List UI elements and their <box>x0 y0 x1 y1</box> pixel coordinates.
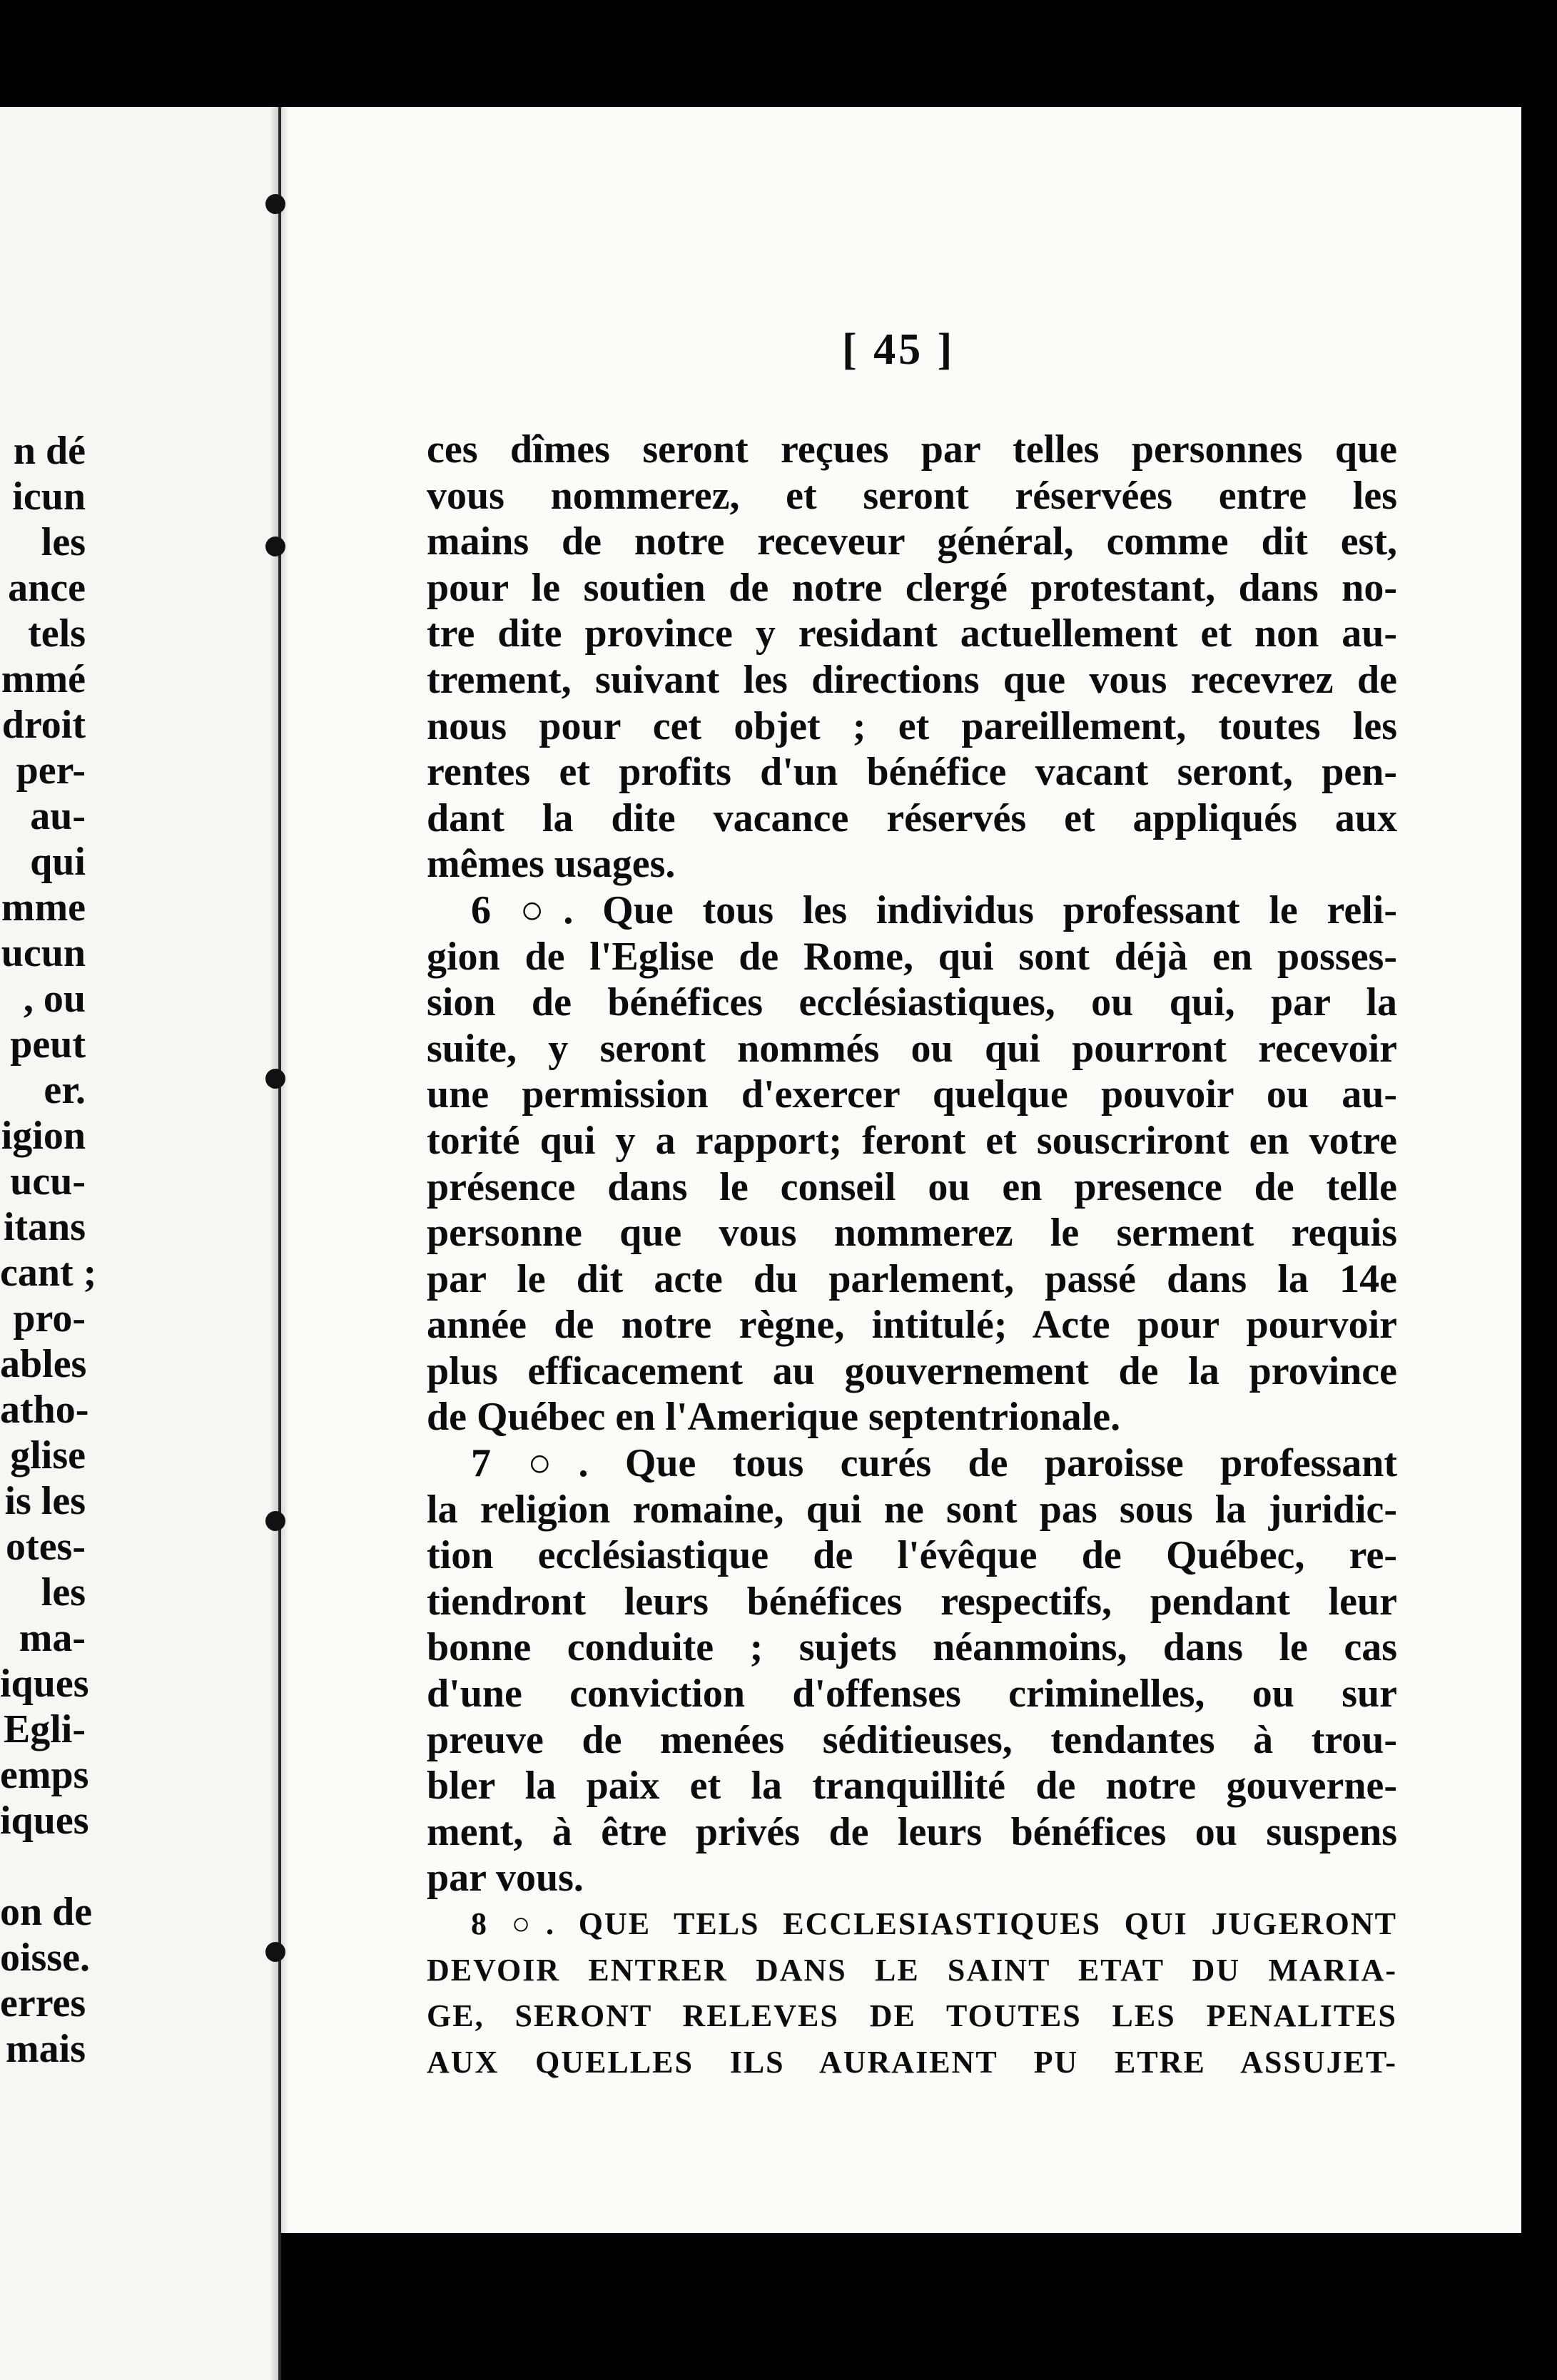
left-page-line: erres <box>0 1981 86 2025</box>
body-text-line: preuve de menées séditieuses, tendantes à trou- <box>427 1717 1397 1762</box>
left-page-line: ma- <box>19 1616 86 1660</box>
left-page-line: mmé <box>1 657 86 701</box>
body-text-line: bler la paix et la tranquillité de notre gouverne- <box>427 1764 1397 1809</box>
body-text-line: ment, à être privés de leurs bénéfices ou suspens <box>427 1809 1397 1854</box>
left-page-line: mme <box>1 885 86 930</box>
binding-stitch-line <box>278 107 281 2380</box>
left-page-line: ucu- <box>10 1159 86 1204</box>
left-page-line: les <box>41 520 86 564</box>
body-text-line: suite, y seront nommés ou qui pourront recevoir <box>427 1026 1397 1071</box>
body-text-line: vous nommerez, et seront réservées entre les <box>427 473 1397 518</box>
page-number: [ 45 ] <box>842 325 955 374</box>
body-text-line: rentes et profits d'un bénéfice vacant seront, pen- <box>427 750 1397 795</box>
left-page-line: atho- <box>0 1388 89 1432</box>
left-page-text-fragments <box>0 428 97 2072</box>
left-page-line: is les <box>4 1479 86 1523</box>
left-page-line: emps <box>0 1753 89 1797</box>
body-text-line: sion de bénéfices ecclésiastiques, ou qui, par la <box>427 980 1397 1025</box>
body-text-line: tiendront leurs bénéfices respectifs, pendant leur <box>427 1579 1397 1624</box>
body-text-line: 6 ○. Que tous les individus professant le reli- <box>471 888 1397 932</box>
left-page-line: mais <box>6 2027 86 2071</box>
body-text-line: ces dîmes seront reçues par telles personnes que <box>427 427 1397 472</box>
body-text-line: GE, SERONT RELEVES DE TOUTES LES PENALITES <box>427 1998 1397 2034</box>
left-page-line: iques <box>0 1662 89 1706</box>
body-text-line: pour le soutien de notre clergé protestant, dans no- <box>427 565 1397 610</box>
body-text-line: AUX QUELLES ILS AURAIENT PU ETRE ASSUJET- <box>427 2044 1397 2080</box>
body-text-line: mains de notre receveur général, comme dit est, <box>427 519 1397 564</box>
body-text-line: 8 ○. QUE TELS ECCLESIASTIQUES QUI JUGERONT <box>471 1906 1397 1941</box>
body-text-line: tion ecclésiastique de l'évêque de Québec, re- <box>427 1533 1397 1578</box>
left-page-line: au- <box>30 794 86 838</box>
body-text <box>427 427 1397 2085</box>
left-page-line: per- <box>16 748 86 793</box>
left-page-line: iques <box>0 1799 89 1843</box>
body-text-line: de Québec en l'Amerique septentrionale. <box>427 1395 1121 1440</box>
body-text-line: dant la dite vacance réservés et appliqués aux <box>427 795 1397 840</box>
body-text-line: gion de l'Eglise de Rome, qui sont déjà en posses- <box>427 934 1397 979</box>
body-text-line: mêmes usages. <box>427 842 676 887</box>
left-page-line: Egli- <box>3 1707 86 1751</box>
left-page-line: droit <box>1 703 86 747</box>
body-text-line: personne que vous nommerez le serment requis <box>427 1211 1397 1256</box>
left-page-line <box>0 1844 86 1889</box>
left-page-line: pro- <box>13 1296 86 1341</box>
left-page-line: oisse. <box>0 1936 90 1980</box>
body-text-line: tre dite province y residant actuellement et non au- <box>427 611 1397 656</box>
left-page-line: er. <box>44 1068 86 1112</box>
left-page-line: qui <box>30 840 86 884</box>
body-text-line: nous pour cet objet ; et pareillement, toutes les <box>427 703 1397 748</box>
left-page-line: ance <box>8 566 86 610</box>
left-page-line: , ou <box>23 977 86 1021</box>
left-page-line: itans <box>3 1205 86 1249</box>
body-text-line: une permission d'exercer quelque pouvoir ou au- <box>427 1072 1397 1117</box>
body-text-line: torité qui y a rapport; feront et souscriront en votre <box>427 1118 1397 1163</box>
body-text-line: DEVOIR ENTRER DANS LE SAINT ETAT DU MARIA- <box>427 1952 1397 1988</box>
body-text-line: plus efficacement au gouvernement de la province <box>427 1348 1397 1393</box>
body-text-line: trement, suivant les directions que vous recevrez de <box>427 657 1397 702</box>
left-page-line: les <box>41 1570 86 1614</box>
binding-stitch-hole <box>265 536 285 556</box>
left-page-line: peut <box>10 1022 86 1067</box>
body-text-line: présence dans le conseil ou en presence de telle <box>427 1164 1397 1209</box>
body-text-line: 7 ○. Que tous curés de paroisse professant <box>471 1441 1397 1486</box>
body-text-line: d'une conviction d'offenses criminelles, ou sur <box>427 1672 1397 1717</box>
binding-stitch-hole <box>265 1069 285 1089</box>
binding-stitch-hole <box>265 194 285 214</box>
left-page-line: igion <box>1 1114 86 1158</box>
left-page-line: icun <box>12 474 86 519</box>
left-page-line: tels <box>28 611 86 656</box>
binding-stitch-hole <box>265 1942 285 1962</box>
left-page-line: cant ; <box>0 1251 97 1295</box>
left-page-line: ucun <box>1 931 86 975</box>
body-text-line: la religion romaine, qui ne sont pas sous la juridic- <box>427 1487 1397 1532</box>
left-page-line: otes- <box>6 1525 86 1569</box>
left-page-line: ables <box>0 1342 87 1386</box>
left-page-line: on de <box>0 1890 93 1934</box>
body-text-line: par vous. <box>427 1856 584 1901</box>
body-text-line: bonne conduite ; sujets néanmoins, dans le cas <box>427 1625 1397 1670</box>
left-page-line: glise <box>10 1433 86 1478</box>
body-text-line: année de notre règne, intitulé; Acte pour pourvoir <box>427 1303 1397 1348</box>
body-text-line: par le dit acte du parlement, passé dans la 14e <box>427 1256 1397 1301</box>
left-page-line: n dé <box>13 429 86 473</box>
binding-stitch-hole <box>265 1511 285 1531</box>
